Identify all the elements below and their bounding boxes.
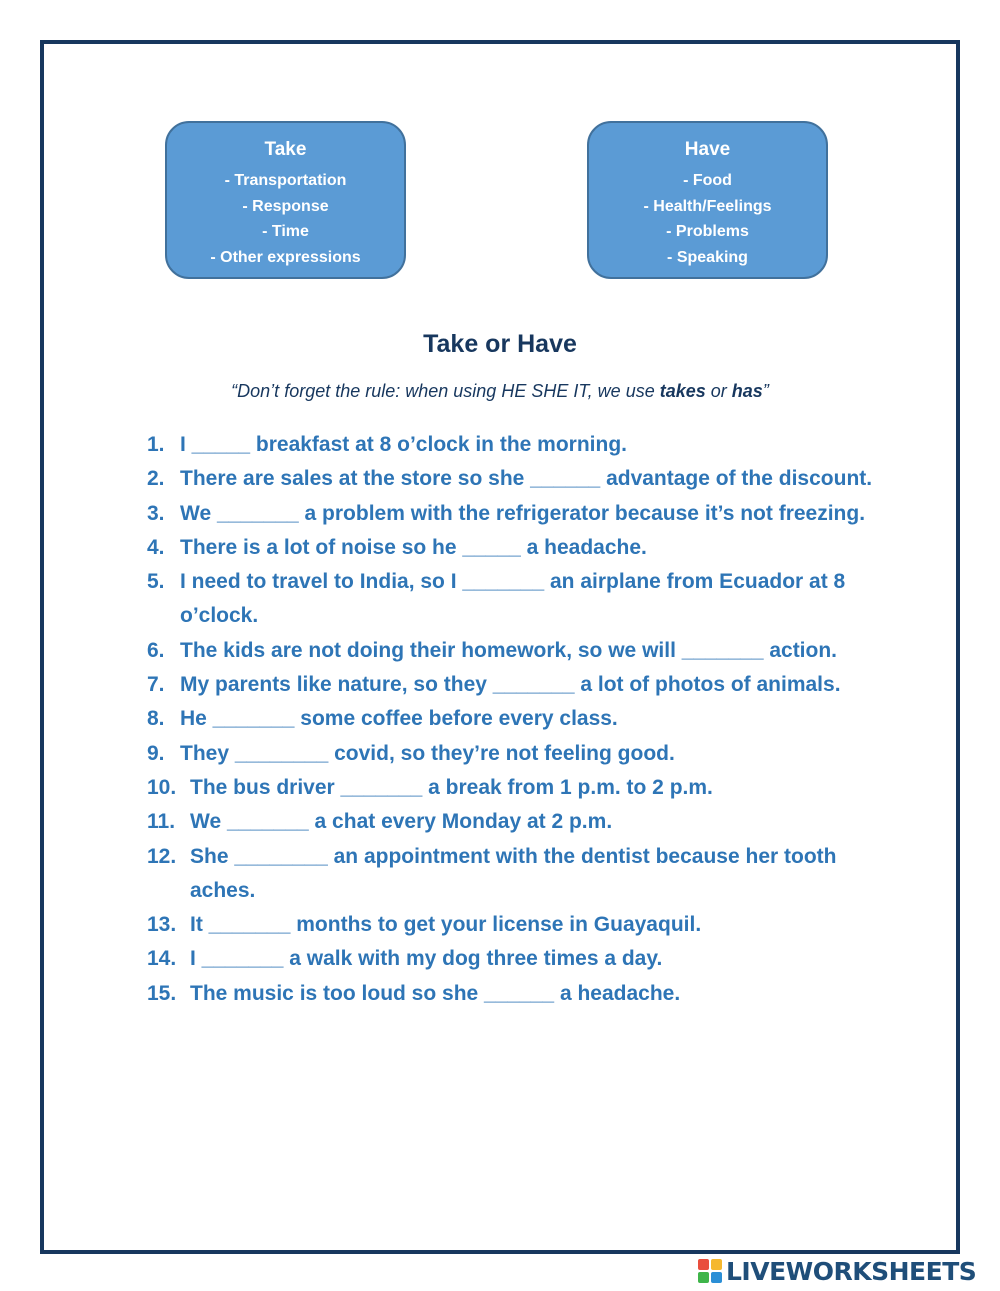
question-item bbox=[147, 531, 877, 565]
question-number: 11. bbox=[147, 810, 176, 834]
question-number: 1. bbox=[147, 433, 165, 456]
question-item bbox=[147, 565, 877, 634]
question-item bbox=[147, 942, 877, 976]
question-item bbox=[147, 977, 877, 1011]
question-text: We _______ a problem with the refrigerator because it’s not freezing. bbox=[180, 501, 866, 525]
question-text: She ________ an appointment with the dentist because her tooth aches. bbox=[190, 844, 837, 902]
have-box-item: - Speaking bbox=[667, 248, 748, 266]
liveworksheets-logo bbox=[698, 1256, 976, 1286]
take-box-item: - Response bbox=[242, 197, 329, 215]
question-text: It _______ months to get your license in Guayaquil. bbox=[190, 913, 702, 937]
question-number: 9. bbox=[147, 741, 165, 765]
take-box-item: - Time bbox=[262, 223, 309, 240]
rule-reminder-quote bbox=[44, 381, 956, 402]
question-number: 10. bbox=[147, 775, 177, 799]
question-number: 8. bbox=[147, 707, 165, 731]
question-number: 4. bbox=[147, 535, 165, 559]
question-item bbox=[147, 737, 877, 771]
question-item bbox=[147, 668, 877, 702]
worksheet-frame bbox=[40, 40, 960, 1254]
have-rules-box bbox=[587, 121, 828, 279]
question-number: 5. bbox=[147, 570, 165, 594]
question-number: 3. bbox=[147, 501, 165, 525]
question-text: The kids are not doing their homework, so we will _______ action. bbox=[180, 638, 838, 662]
take-box-item: - Transportation bbox=[224, 172, 347, 189]
take-box-item: - Other expressions bbox=[210, 248, 361, 266]
take-rules-box bbox=[165, 121, 406, 279]
question-item bbox=[147, 702, 877, 736]
question-text: He _______ some coffee before every class. bbox=[180, 707, 618, 731]
question-number: 15. bbox=[147, 981, 177, 1005]
question-text: They ________ covid, so they’re not feeling good. bbox=[180, 741, 675, 765]
question-text: The music is too loud so she ______ a headache. bbox=[190, 981, 681, 1005]
question-text: There are sales at the store so she ______ advantage of the discount. bbox=[180, 467, 873, 491]
logo-square-blue bbox=[711, 1272, 722, 1283]
logo-square-green bbox=[698, 1272, 709, 1283]
question-item bbox=[147, 771, 877, 805]
question-text: The bus driver _______ a break from 1 p.m. to 2 p.m. bbox=[190, 775, 713, 799]
take-box-list bbox=[167, 168, 404, 270]
question-text: I _______ a walk with my dog three times a day. bbox=[190, 947, 663, 971]
question-number: 14. bbox=[147, 947, 177, 971]
logo-square-yellow bbox=[711, 1259, 722, 1270]
question-number: 6. bbox=[147, 638, 165, 662]
have-box-list bbox=[589, 168, 826, 270]
liveworksheets-logo-text: LIVEWORKSHEETS bbox=[726, 1256, 977, 1286]
question-number: 7. bbox=[147, 673, 165, 697]
question-item bbox=[147, 634, 877, 668]
question-text: We _______ a chat every Monday at 2 p.m. bbox=[190, 810, 613, 834]
quote-text-start: “Don’t forget the rule: when using HE SHE IT, we use bbox=[231, 381, 660, 401]
have-box-title: Have bbox=[684, 139, 731, 160]
take-box-title: Take bbox=[264, 139, 307, 160]
worksheet-title: Take or Have bbox=[423, 330, 577, 358]
quote-text-end: ” bbox=[762, 381, 769, 401]
question-item bbox=[147, 462, 877, 496]
quote-word-takes: takes bbox=[659, 381, 706, 401]
question-list bbox=[147, 428, 877, 1011]
question-item bbox=[147, 908, 877, 942]
question-text: I _____ breakfast at 8 o’clock in the morning. bbox=[180, 433, 627, 456]
question-text: I need to travel to India, so I _______ an airplane from Ecuador at 8 o’clock. bbox=[180, 570, 846, 628]
question-number: 13. bbox=[147, 913, 177, 937]
have-box-item: - Health/Feelings bbox=[643, 197, 772, 215]
liveworksheets-logo-icon bbox=[698, 1259, 722, 1283]
question-item bbox=[147, 840, 877, 909]
have-box-item: - Problems bbox=[666, 223, 749, 240]
logo-square-red bbox=[698, 1259, 709, 1270]
question-text: There is a lot of noise so he _____ a headache. bbox=[180, 535, 647, 559]
question-item bbox=[147, 428, 877, 462]
have-box-item: - Food bbox=[683, 172, 732, 189]
question-text: My parents like nature, so they _______ a lot of photos of animals. bbox=[180, 673, 841, 697]
question-item bbox=[147, 497, 877, 531]
quote-word-has: has bbox=[731, 381, 763, 401]
question-item bbox=[147, 805, 877, 839]
question-number: 12. bbox=[147, 844, 177, 868]
question-number: 2. bbox=[147, 467, 165, 491]
quote-text-middle: or bbox=[705, 381, 732, 401]
